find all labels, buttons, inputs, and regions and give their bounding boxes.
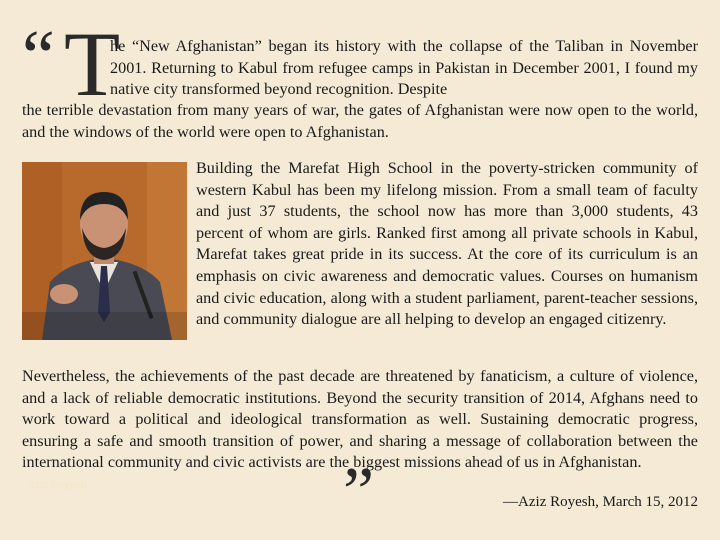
- signature-attribution: —Aziz Royesh, March 15, 2012: [503, 494, 698, 510]
- speaker-portrait-illustration: [22, 162, 187, 340]
- speaker-photo: [22, 162, 187, 491]
- open-quote-mark: “: [22, 16, 51, 98]
- paragraph-1-tail: the terrible devastation from many years of war, the gates of Afghanistan were now open to the world, and the windows of the world were open to Afghanistan.: [22, 101, 698, 141]
- close-quote-mark: ”: [343, 454, 371, 531]
- dropcap-letter: T: [64, 13, 121, 115]
- paragraph-1-head: he “New Afghanistan” began its history with the collapse of the Taliban in November 2001. Returning to Kabul from refugee camps in Pakistan in December 2001, I found my native city transformed beyond recognition. Despite: [110, 37, 698, 99]
- paragraph-3: Nevertheless, the achievements of the past decade are threatened by fanaticism, a culture of violence, and a lack of reliable democratic institutions. Beyond the security transition of 2014, Afghans need to work toward a political and ideological transformation as well. Sustaining democratic progress, ensuring a safe and smooth transition of power, and sharing a message of collaboration between the international community and civic activists are the biggest missions ahead of us in Afghanistan.: [22, 367, 698, 472]
- photo-caption: Aziz Royesh: [28, 480, 87, 491]
- paragraph-2: Building the Marefat High School in the poverty-stricken community of western Kabul has been my lifelong mission. From a small team of faculty and just 37 students, the school now has more than 3,000 students, 43 percent of whom are girls. Ranked first among all private schools in Kabul, Marefat takes great pride in its success. At the core of its curriculum is an emphasis on civic awareness and democratic values. Courses on humanism and civic education, along with a student parliament, parent-teacher sessions, and community dialogue are all helping to develop an engaged citizenry.: [196, 159, 698, 329]
